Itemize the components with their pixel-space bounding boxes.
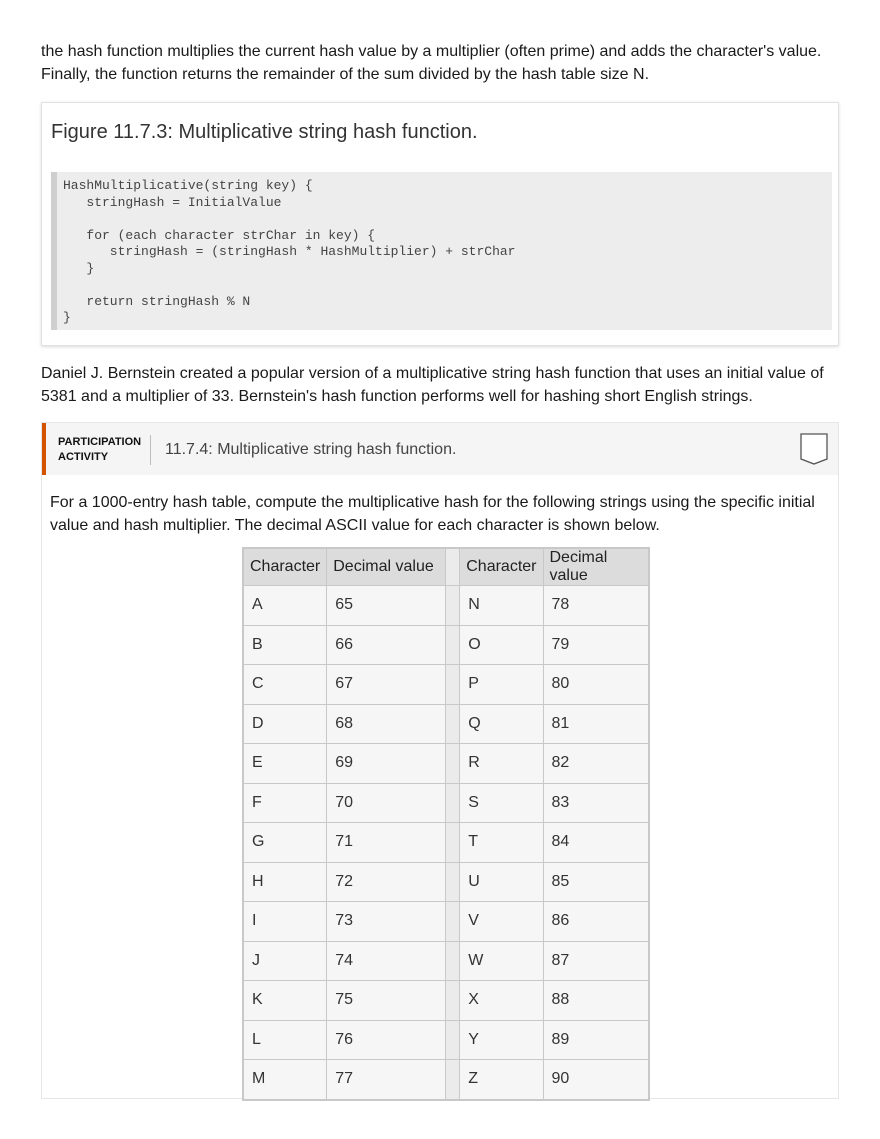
activity-title: 11.7.4: Multiplicative string hash function. (165, 441, 457, 458)
cell-character-right: N (460, 586, 543, 626)
cell-decimal-left: 72 (327, 862, 446, 902)
cell-character-left: A (243, 586, 327, 626)
code-block (51, 172, 832, 330)
column-gap (446, 823, 460, 863)
cell-character-left: G (243, 823, 327, 863)
cell-decimal-right: 82 (543, 744, 649, 784)
cell-character-left: E (243, 744, 327, 784)
column-gap (446, 1060, 460, 1100)
cell-decimal-left: 69 (327, 744, 446, 784)
cell-decimal-left: 75 (327, 981, 446, 1021)
table-header-row (243, 548, 649, 586)
cell-decimal-right: 88 (543, 981, 649, 1021)
cell-decimal-right: 80 (543, 665, 649, 705)
table-row (243, 1020, 649, 1060)
cell-character-left: K (243, 981, 327, 1021)
table-row (243, 941, 649, 981)
table-row (243, 744, 649, 784)
table-row (243, 862, 649, 902)
cell-decimal-right: 84 (543, 823, 649, 863)
header-separator (150, 435, 151, 465)
column-gap (446, 1020, 460, 1060)
column-gap (446, 665, 460, 705)
column-gap (446, 981, 460, 1021)
cell-decimal-right: 86 (543, 902, 649, 942)
cell-character-right: O (460, 625, 543, 665)
cell-character-left: J (243, 941, 327, 981)
table-row (243, 981, 649, 1021)
cell-decimal-left: 76 (327, 1020, 446, 1060)
cell-character-left: C (243, 665, 327, 705)
completion-badge-icon (800, 433, 828, 465)
column-gap (446, 783, 460, 823)
cell-character-right: T (460, 823, 543, 863)
cell-decimal-left: 70 (327, 783, 446, 823)
cell-decimal-right: 87 (543, 941, 649, 981)
cell-decimal-left: 67 (327, 665, 446, 705)
cell-character-right: S (460, 783, 543, 823)
header-character-2: Character (460, 548, 543, 586)
cell-character-left: I (243, 902, 327, 942)
header-decimal-1: Decimal value (327, 548, 446, 586)
cell-decimal-right: 79 (543, 625, 649, 665)
figure-box (41, 102, 839, 346)
table-row (243, 1060, 649, 1100)
cell-character-right: P (460, 665, 543, 705)
cell-character-right: R (460, 744, 543, 784)
cell-decimal-left: 66 (327, 625, 446, 665)
cell-decimal-left: 77 (327, 1060, 446, 1100)
cell-character-right: V (460, 902, 543, 942)
cell-character-right: Y (460, 1020, 543, 1060)
column-gap (446, 625, 460, 665)
cell-character-right: X (460, 981, 543, 1021)
header-character-1: Character (243, 548, 327, 586)
cell-character-right: W (460, 941, 543, 981)
cell-character-left: H (243, 862, 327, 902)
ascii-table (242, 547, 650, 1101)
cell-character-left: L (243, 1020, 327, 1060)
cell-decimal-right: 78 (543, 586, 649, 626)
bernstein-paragraph: Daniel J. Bernstein created a popular version of a multiplicative string hash function that uses an initial value of 5381 and a multiplier of 33. Bernstein's hash function performs well for hashing short English strings. (41, 365, 824, 405)
cell-decimal-right: 81 (543, 704, 649, 744)
table-row (243, 902, 649, 942)
cell-character-right: U (460, 862, 543, 902)
activity-instructions: For a 1000-entry hash table, compute the multiplicative hash for the following strings using the specific initial value and hash multiplier. The decimal ASCII value for each character is shown below. (50, 494, 815, 534)
column-gap (446, 704, 460, 744)
cell-character-right: Z (460, 1060, 543, 1100)
table-row (243, 586, 649, 626)
activity-label-line2: ACTIVITY (58, 451, 109, 463)
table-row (243, 704, 649, 744)
column-gap (446, 862, 460, 902)
column-gap (446, 586, 460, 626)
table-row (243, 665, 649, 705)
cell-decimal-left: 73 (327, 902, 446, 942)
cell-decimal-left: 71 (327, 823, 446, 863)
cell-character-left: M (243, 1060, 327, 1100)
cell-character-left: D (243, 704, 327, 744)
cell-decimal-left: 68 (327, 704, 446, 744)
table-row (243, 625, 649, 665)
activity-header (42, 423, 838, 475)
cell-decimal-right: 83 (543, 783, 649, 823)
column-gap (446, 902, 460, 942)
figure-title: Figure 11.7.3: Multiplicative string hash function. (51, 121, 478, 143)
cell-decimal-left: 65 (327, 586, 446, 626)
code-text: HashMultiplicative(string key) { stringHash = InitialValue for (each character strChar in key) { stringHash = (stringHash * HashMultiplier) + strChar } return stringHash % N } (63, 178, 516, 325)
cell-decimal-right: 89 (543, 1020, 649, 1060)
cell-decimal-right: 85 (543, 862, 649, 902)
cell-decimal-left: 74 (327, 941, 446, 981)
cell-character-left: B (243, 625, 327, 665)
activity-label (58, 435, 148, 465)
column-gap (446, 548, 460, 586)
table-row (243, 783, 649, 823)
column-gap (446, 744, 460, 784)
intro-paragraph: the hash function multiplies the current hash value by a multiplier (often prime) and adds the character's value. Finally, the function returns the remainder of the sum divided by the hash table size N. (41, 43, 822, 83)
participation-activity (41, 422, 839, 1099)
header-decimal-2: Decimal value (543, 548, 649, 586)
column-gap (446, 941, 460, 981)
table-row (243, 823, 649, 863)
cell-character-left: F (243, 783, 327, 823)
cell-decimal-right: 90 (543, 1060, 649, 1100)
activity-label-line1: PARTICIPATION (58, 436, 142, 448)
cell-character-right: Q (460, 704, 543, 744)
